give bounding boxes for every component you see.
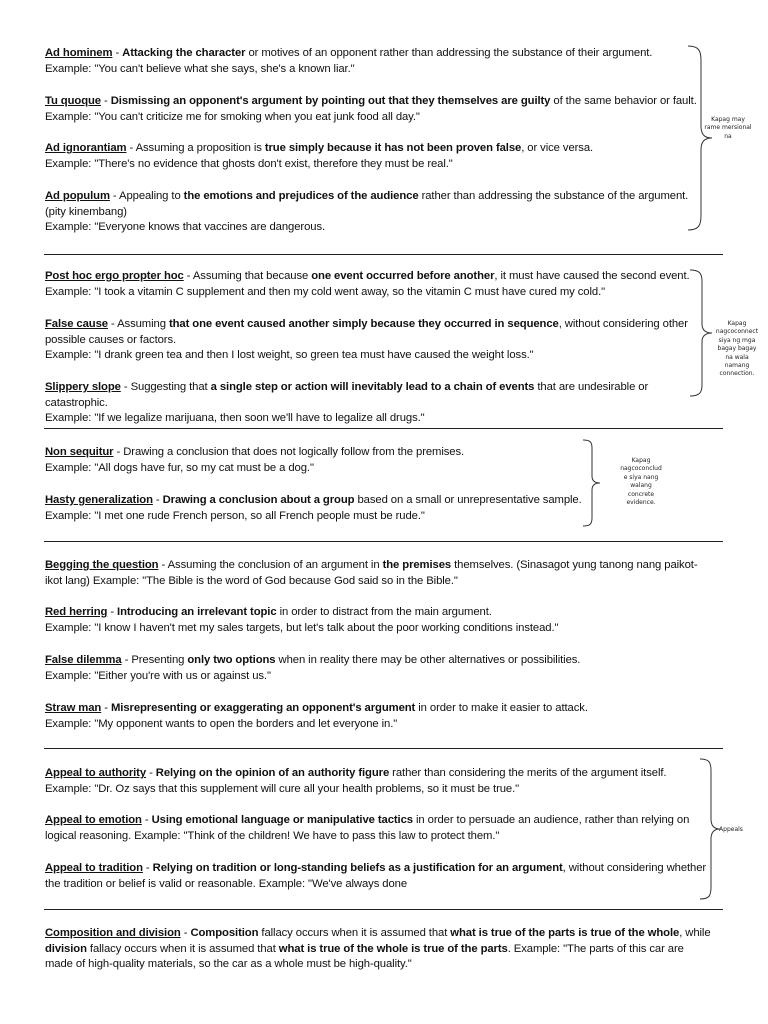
entry-composition-and-division	[45, 926, 713, 973]
example: Example: "All dogs have fur, so my cat must be a dog."	[45, 461, 314, 474]
entry-ad-ignorantiam	[45, 141, 713, 172]
term: Post hoc ergo propter hoc	[45, 270, 184, 282]
divider	[44, 748, 723, 749]
definition: Post hoc ergo propter hoc - Assuming that because one event occurred before another, it must have caused the second event.	[45, 270, 690, 282]
definition: Begging the question - Assuming the conclusion of an argument in the premises themselves. (Sinasagot yung tanong nang paikot-ikot lang) Example: "The Bible is the word of God because God said so in the Bible."	[45, 559, 698, 587]
definition: Non sequitur - Drawing a conclusion that does not logically follow from the premises.	[45, 446, 465, 458]
example: Example: "If we legalize marijuana, then soon we'll have to legalize all drugs."	[45, 412, 425, 424]
margin-note-1: Kapag may rame mersional na	[704, 116, 752, 140]
entry-appeal-to-authority	[45, 766, 713, 797]
term: Hasty generalization	[45, 494, 153, 506]
entry-hasty-generalization	[45, 493, 713, 524]
term: Ad hominem	[45, 47, 113, 59]
divider	[44, 541, 723, 542]
definition: Straw man - Misrepresenting or exaggerating an opponent's argument in order to make it easier to attack.	[45, 702, 588, 714]
example: Example: "You can't believe what she says, she's a known liar."	[45, 62, 355, 75]
entry-begging-the-question	[45, 558, 713, 589]
term: Appeal to tradition	[45, 862, 143, 874]
margin-note-2: Kapag nagcoconnect siya ng mga bagay bagay na wala namang connection.	[715, 320, 759, 378]
entry-appeal-to-tradition	[45, 861, 713, 892]
example: Example: "I drank green tea and then I lost weight, so green tea must have caused the weight loss."	[45, 349, 534, 361]
definition: Red herring - Introducing an irrelevant topic in order to distract from the main argument.	[45, 606, 492, 618]
definition: Slippery slope - Suggesting that a single step or action will inevitably lead to a chain of events that are undesirable or catastrophic.	[45, 381, 649, 409]
entry-post-hoc	[45, 269, 713, 300]
definition: Composition and division - Composition fallacy occurs when it is assumed that what is true of the parts is true of the whole, while division fallacy occurs when it is assumed that what is true of the whole is true of the parts. Example: "The parts of this car are made of high-quality materials, so the car as a whole must be high-quality."	[45, 927, 711, 970]
term: Non sequitur	[45, 446, 114, 458]
extra-note: (pity kinembang)	[45, 205, 127, 218]
entry-straw-man	[45, 701, 713, 732]
term: Red herring	[45, 606, 108, 618]
entry-tu-quoque	[45, 94, 713, 125]
definition: False cause - Assuming that one event caused another simply because they occurred in sequence, without considering other possible causes or factors.	[45, 318, 688, 346]
example: Example: "I know I haven't met my sales targets, but let's talk about the poor working conditions instead."	[45, 621, 559, 634]
example: Example: "I met one rude French person, so all French people must be rude."	[45, 509, 425, 522]
definition: False dilemma - Presenting only two options when in reality there may be other alternatives or possibilities.	[45, 654, 581, 666]
definition: Appeal to tradition - Relying on tradition or long-standing beliefs as a justification for an argument, without considering whether the tradition or belief is valid or reasonable. Example: "We've always done	[45, 862, 707, 890]
example: Example: "I took a vitamin C supplement and then my cold went away, so the vitamin C must have cured my cold."	[45, 285, 606, 298]
example: Example: "There's no evidence that ghosts don't exist, therefore they must be real."	[45, 157, 453, 170]
entry-slippery-slope	[45, 380, 713, 427]
term: Straw man	[45, 702, 102, 714]
definition: Ad ignorantiam - Assuming a proposition is true simply because it has not been proven false, or vice versa.	[45, 142, 594, 154]
example: Example: "You can't criticize me for smoking when you eat junk food all day."	[45, 110, 420, 123]
divider	[44, 909, 723, 910]
definition: Hasty generalization - Drawing a conclusion about a group based on a small or unrepresentative sample.	[45, 494, 582, 506]
definition: Appeal to authority - Relying on the opinion of an authority figure rather than considering the merits of the argument itself.	[45, 767, 667, 779]
definition: Ad hominem - Attacking the character or motives of an opponent rather than addressing the substance of their argument.	[45, 47, 653, 59]
example: Example: "Dr. Oz says that this supplement will cure all your health problems, so it must be true."	[45, 782, 520, 795]
entry-appeal-to-emotion	[45, 813, 713, 844]
example: Example: "Either you're with us or against us."	[45, 669, 271, 682]
definition: Tu quoque - Dismissing an opponent's argument by pointing out that they themselves are guilty of the same behavior or fault.	[45, 95, 697, 107]
example: Example: "Everyone knows that vaccines are dangerous.	[45, 221, 326, 233]
entry-ad-hominem	[45, 46, 713, 77]
term: Composition and division	[45, 927, 181, 939]
divider	[44, 254, 723, 255]
brace-3	[583, 438, 605, 530]
term: Ad populum	[45, 190, 110, 202]
entry-non-sequitur	[45, 445, 713, 476]
term: Ad ignorantiam	[45, 142, 127, 154]
entry-false-dilemma	[45, 653, 713, 684]
term: False cause	[45, 318, 108, 330]
entry-red-herring	[45, 605, 713, 636]
definition: Appeal to emotion - Using emotional language or manipulative tactics in order to persuade an audience, rather than relying on logical reasoning. Example: "Think of the children! We have to pass this law to protect them."	[45, 814, 690, 842]
divider	[44, 428, 723, 429]
term: Tu quoque	[45, 95, 101, 107]
term: Begging the question	[45, 559, 159, 571]
margin-note-5: Appeals	[719, 826, 743, 833]
entry-false-cause	[45, 317, 713, 364]
term: False dilemma	[45, 654, 122, 666]
definition: Ad populum - Appealing to the emotions and prejudices of the audience rather than addressing the substance of the argument.	[45, 190, 689, 202]
term: Appeal to authority	[45, 767, 147, 779]
term: Appeal to emotion	[45, 814, 142, 826]
example: Example: "My opponent wants to open the borders and let everyone in."	[45, 717, 398, 730]
margin-note-3: Kapag nagcoconclud e siya nang walang concrete evidence.	[620, 457, 662, 507]
term: Slippery slope	[45, 381, 121, 393]
entry-ad-populum	[45, 189, 713, 236]
